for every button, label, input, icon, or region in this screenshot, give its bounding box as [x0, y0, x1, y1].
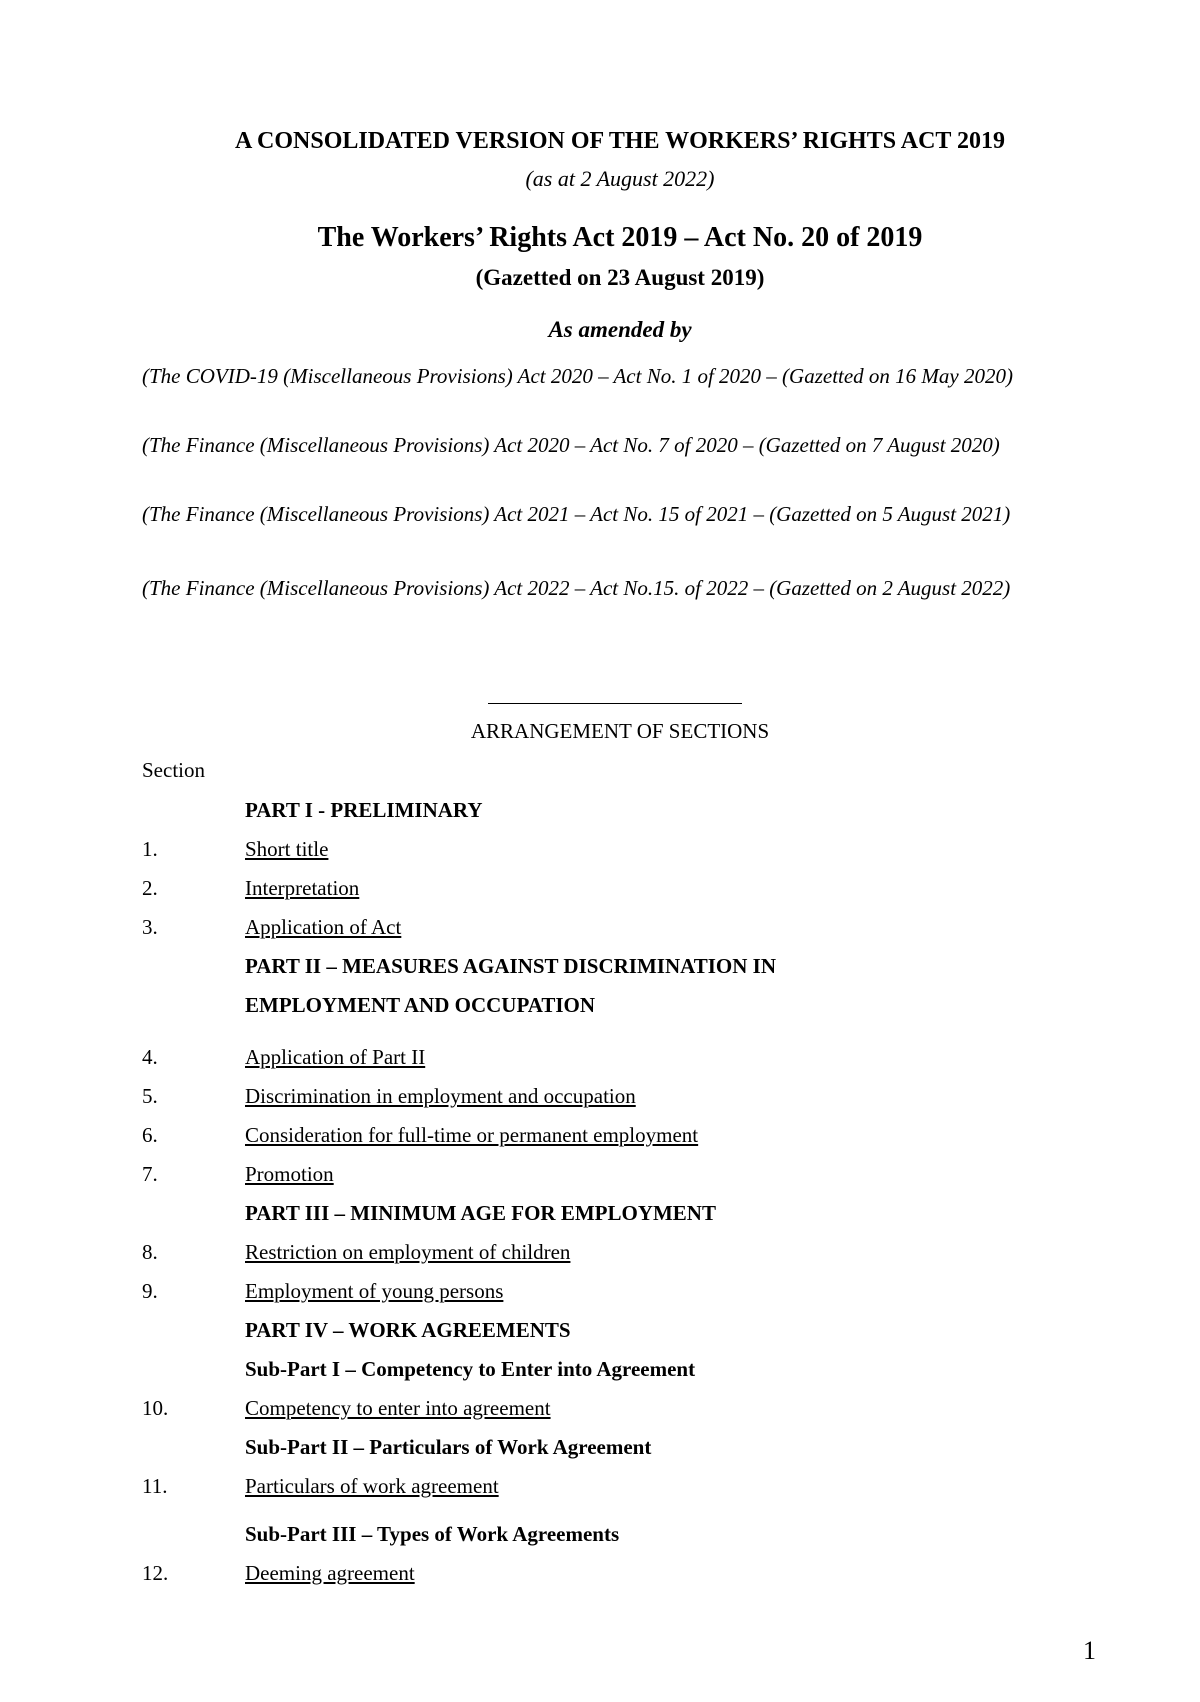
toc-number: 8.	[142, 1240, 158, 1264]
separator-rule	[488, 703, 742, 704]
toc-part-title: PART II – MEASURES AGAINST DISCRIMINATION IN	[245, 954, 776, 978]
amendment-item: (The Finance (Miscellaneous Provisions) Act 2022 – Act No.15. of 2022 – (Gazetted on 2 August 2022)	[142, 576, 1011, 600]
arrangement-heading: ARRANGEMENT OF SECTIONS	[470, 719, 770, 743]
toc-link-promotion[interactable]: Promotion	[245, 1162, 334, 1186]
toc-number: 5.	[142, 1084, 158, 1108]
toc-number: 6.	[142, 1123, 158, 1147]
toc-subpart-title: Sub-Part III – Types of Work Agreements	[245, 1522, 620, 1546]
gazetted-date: (Gazetted on 23 August 2019)	[475, 265, 765, 290]
toc-part-title: PART I - PRELIMINARY	[245, 798, 483, 822]
amendment-item: (The Finance (Miscellaneous Provisions) Act 2021 – Act No. 15 of 2021 – (Gazetted on 5 August 2021)	[142, 502, 1011, 526]
toc-link-short-title[interactable]: Short title	[245, 837, 329, 861]
toc-number: 9.	[142, 1279, 158, 1303]
page-number: 1	[1083, 1636, 1096, 1665]
toc-number: 12.	[142, 1561, 169, 1585]
toc-link-particulars[interactable]: Particulars of work agreement	[245, 1474, 499, 1498]
as-at-date: (as at 2 August 2022)	[525, 166, 715, 191]
toc-subpart-title: Sub-Part II – Particulars of Work Agreement	[245, 1435, 652, 1459]
toc-number: 1.	[142, 837, 158, 861]
toc-link-young-persons[interactable]: Employment of young persons	[245, 1279, 504, 1303]
toc-link-application-of-part-ii[interactable]: Application of Part II	[245, 1045, 426, 1069]
amended-by-heading: As amended by	[548, 317, 692, 342]
amendment-item: (The COVID-19 (Miscellaneous Provisions) Act 2020 – Act No. 1 of 2020 – (Gazetted on 16 May 2020)	[142, 364, 1013, 388]
act-title: The Workers’ Rights Act 2019 – Act No. 20 of 2019	[317, 222, 923, 253]
toc-part-title: EMPLOYMENT AND OCCUPATION	[245, 993, 596, 1017]
toc-link-deeming-agreement[interactable]: Deeming agreement	[245, 1561, 415, 1585]
toc-number: 3.	[142, 915, 158, 939]
toc-number: 2.	[142, 876, 158, 900]
toc-link-interpretation[interactable]: Interpretation	[245, 876, 360, 900]
toc-number: 10.	[142, 1396, 169, 1420]
toc-link-consideration[interactable]: Consideration for full-time or permanent employment	[245, 1123, 699, 1147]
toc-subpart-title: Sub-Part I – Competency to Enter into Agreement	[245, 1357, 696, 1381]
toc-number: 4.	[142, 1045, 158, 1069]
toc-number: 11.	[142, 1474, 168, 1498]
toc-link-competency[interactable]: Competency to enter into agreement	[245, 1396, 551, 1420]
toc-link-discrimination[interactable]: Discrimination in employment and occupation	[245, 1084, 636, 1108]
amendment-item: (The Finance (Miscellaneous Provisions) Act 2020 – Act No. 7 of 2020 – (Gazetted on 7 August 2020)	[142, 433, 1000, 457]
toc-number: 7.	[142, 1162, 158, 1186]
section-column-label: Section	[142, 758, 205, 782]
document-main-title: A CONSOLIDATED VERSION OF THE WORKERS’ RIGHTS ACT 2019	[235, 128, 1005, 154]
toc-part-title: PART IV – WORK AGREEMENTS	[245, 1318, 571, 1342]
toc-link-restriction-children[interactable]: Restriction on employment of children	[245, 1240, 571, 1264]
toc-link-application-of-act[interactable]: Application of Act	[245, 915, 402, 939]
toc-part-title: PART III – MINIMUM AGE FOR EMPLOYMENT	[245, 1201, 716, 1225]
